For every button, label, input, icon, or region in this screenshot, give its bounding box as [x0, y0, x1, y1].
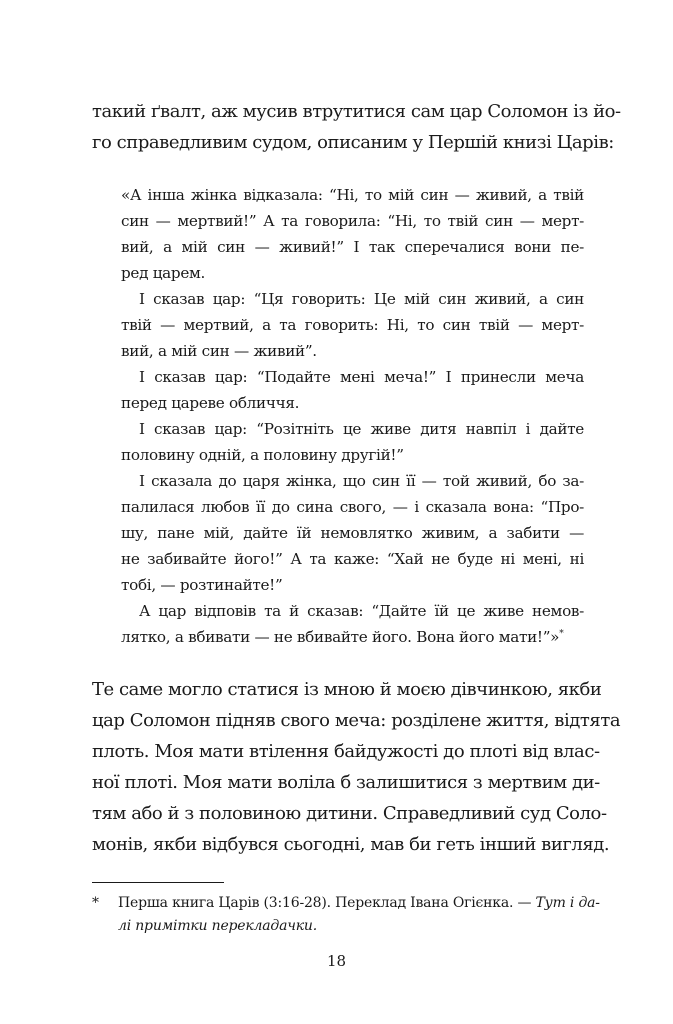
footnote-italic-text: лі примітки перекладачки.	[118, 918, 317, 934]
text-line: тям або й з половиною дитини. Справедливий суд Соло-	[92, 803, 607, 824]
footnote	[92, 892, 600, 938]
text-line: Те саме могло статися із мною й моєю дівчинкою, якби	[92, 679, 602, 700]
quote-line: половину одній, а половину другій!”	[121, 446, 404, 464]
footnote-text: Перша книга Царів (3:16-28). Переклад Івана Огієнка. —	[118, 895, 536, 911]
footnote-italic-text: Тут і да-	[535, 895, 600, 911]
quote-line: І сказав цар: “Ця говорить: Це мій син живий, а син	[139, 290, 584, 308]
page-number: 18	[326, 952, 347, 970]
text-line: ної плоті. Моя мати воліла б залишитися з мертвим ди-	[92, 772, 600, 793]
footnote-line	[92, 915, 584, 938]
quote-line	[121, 624, 584, 650]
page-body	[92, 96, 621, 938]
quote-line-text: лятко, а вбивати — не вбивайте його. Вона його мати!”»	[121, 628, 560, 646]
quote-line: А цар відповів та й сказав: “Дайте їй це живе немов-	[139, 602, 584, 620]
quote-line: твій — мертвий, а та говорить: Ні, то син твій — мерт-	[121, 316, 584, 334]
footnote-star: *	[92, 895, 99, 911]
text-line: монів, якби відбувся сьогодні, мав би геть інший вигляд.	[92, 834, 610, 855]
text-line: го справедливим судом, описаним у Першій книзі Царів:	[92, 132, 614, 153]
footnote-divider	[92, 882, 224, 883]
outro-paragraph	[92, 674, 621, 860]
text-line: такий ґвалт, аж мусив втрутитися сам цар Соломон із йо-	[92, 101, 621, 122]
quote-line: І сказав цар: “Подайте мені меча!” І принесли меча	[139, 368, 584, 386]
quote-line: тобі, — розтинайте!”	[121, 576, 283, 594]
quote-line: І сказав цар: “Розітніть це живе дитя навпіл і дайте	[139, 420, 584, 438]
quote-line: син — мертвий!” А та говорила: “Ні, то твій син — мерт-	[121, 212, 584, 230]
quote-line: ред царем.	[121, 264, 206, 282]
bible-quote	[121, 182, 584, 650]
quote-line: І сказала до царя жінка, що син її — той живий, бо за-	[139, 472, 584, 490]
quote-line: вий, а мій син — живий!” І так сперечалися вони пе-	[121, 238, 584, 256]
text-line: цар Соломон підняв свого меча: розділене життя, відтята	[92, 710, 621, 731]
quote-line: не забивайте його!” А та каже: “Хай не буде ні мені, ні	[121, 550, 584, 568]
footnote-line	[92, 892, 600, 915]
quote-line: перед цареве обличчя.	[121, 394, 300, 412]
quote-line: шу, пане мій, дайте їй немовлятко живим, а забити —	[121, 524, 584, 542]
text-line: плоть. Моя мати втілення байдужості до плоті від влас-	[92, 741, 600, 762]
quote-line: «А інша жінка відказала: “Ні, то мій син — живий, а твій	[121, 186, 584, 204]
quote-line: вий, а мій син — живий”.	[121, 342, 317, 360]
footnote-marker: *	[559, 628, 564, 639]
intro-paragraph	[92, 96, 621, 158]
quote-line: палилася любов її до сина свого, — і сказала вона: “Про-	[121, 498, 584, 516]
